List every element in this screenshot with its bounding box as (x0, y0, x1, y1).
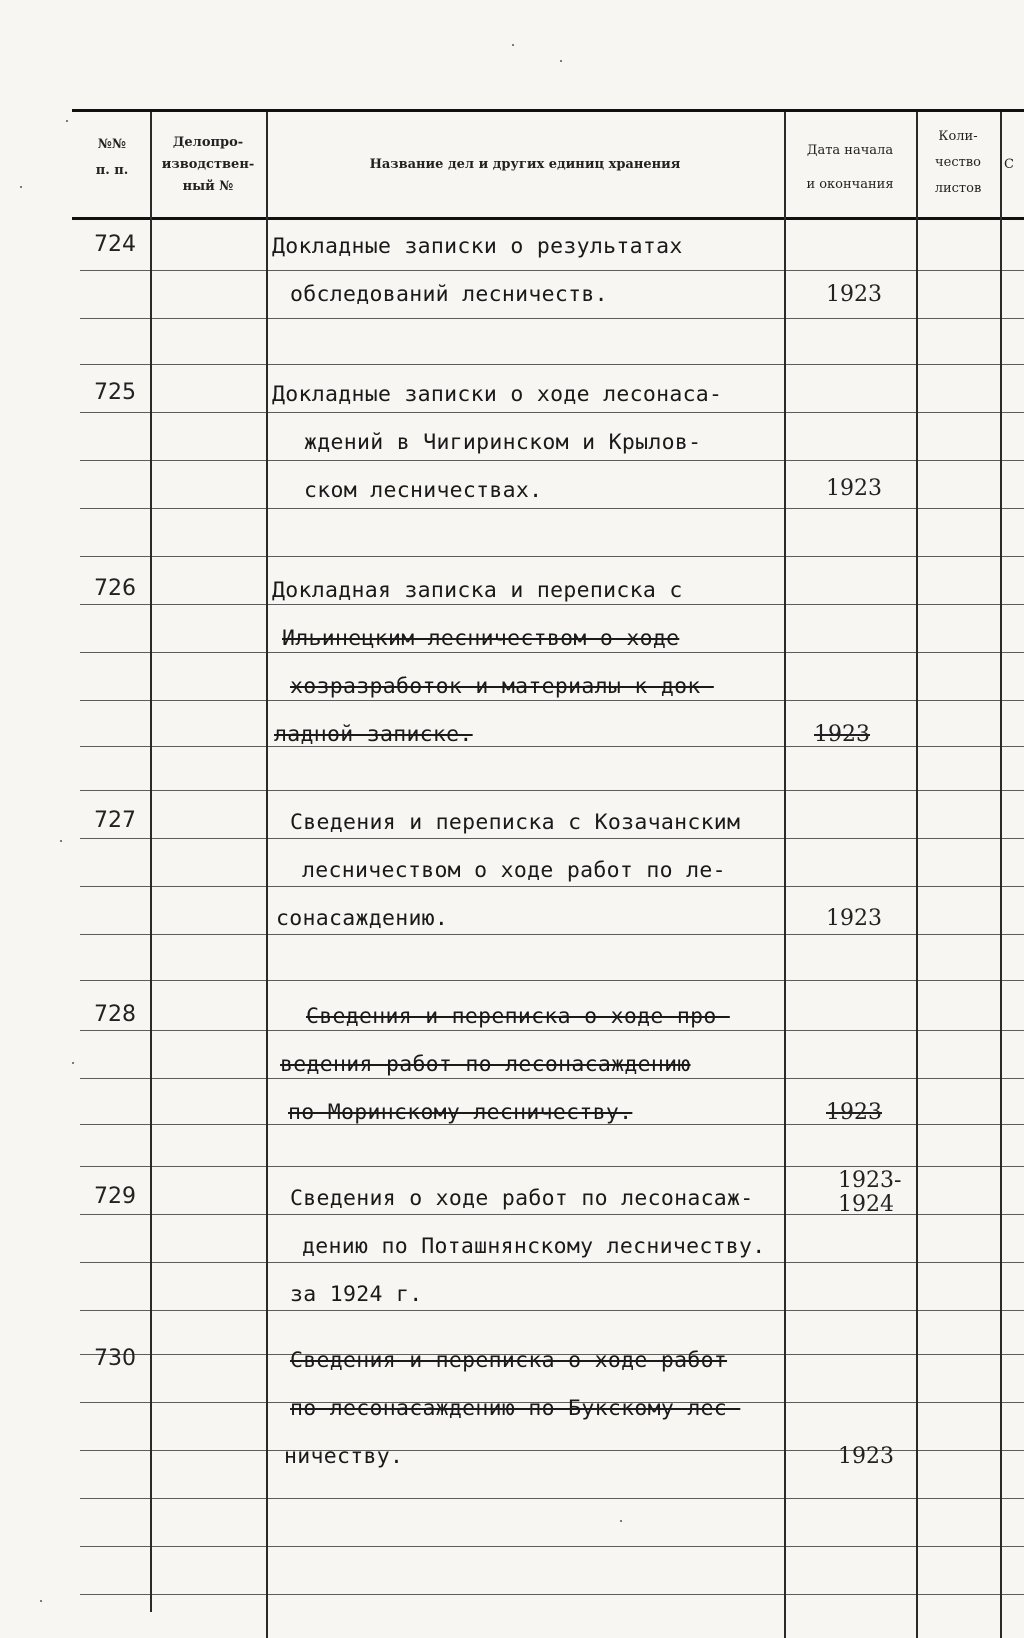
record-date: 1923 (826, 1100, 882, 1125)
scan-speck (512, 44, 514, 46)
record-title-line: за 1924 г. (290, 1282, 423, 1307)
record-title-line: сонасаждению. (276, 906, 449, 931)
col-divider-2 (266, 112, 268, 1638)
header-sheets-label-2: чество (935, 155, 981, 170)
record-title-line: обследований лесничеств. (290, 282, 608, 307)
ruled-line (80, 412, 1024, 413)
ruled-line (80, 1498, 1024, 1499)
record-number: 728 (94, 1002, 136, 1027)
record-title-line: ладной записке. (274, 722, 473, 747)
col-divider-5 (1000, 112, 1002, 1638)
scan-speck (66, 120, 68, 122)
record-title-line: ском лесничествах. (304, 478, 543, 503)
record-date-end: 1924 (838, 1192, 894, 1217)
header-sheets-column (918, 124, 998, 202)
record-title-line: Сведения и переписка о ходе работ (290, 1348, 728, 1373)
scan-speck (560, 60, 562, 62)
header-note-column (1004, 152, 1024, 178)
ruled-line (80, 790, 1024, 791)
header-dates-label-1: Дата начала (806, 143, 894, 158)
record-date: 1923 (814, 722, 870, 747)
header-office-number-column (152, 132, 264, 198)
ruled-line (80, 746, 1024, 747)
ruled-line (80, 886, 1024, 887)
header-number-label-2: п. п. (95, 163, 129, 178)
ruled-line (80, 1310, 1024, 1311)
record-title-line: по лесонасаждению по Букскому лес- (290, 1396, 741, 1421)
header-title-label: Название дел и других единиц хранения (369, 157, 681, 172)
record-title-line: Докладные записки о ходе лесонаса- (272, 382, 723, 407)
ruled-line (80, 556, 1024, 557)
ruled-line (80, 508, 1024, 509)
record-title-line: Докладные записки о результатах (272, 234, 683, 259)
record-number: 727 (94, 808, 136, 833)
record-number: 725 (94, 380, 136, 405)
header-number-column (76, 132, 148, 184)
col-divider-4 (916, 112, 918, 1638)
record-title-line: по Моринскому лесничеству. (288, 1100, 633, 1125)
header-office-label-3: ный № (182, 179, 234, 194)
ruled-line (80, 1262, 1024, 1263)
record-title-line: лесничеством о ходе работ по ле- (302, 858, 726, 883)
record-date-start: 1923- (838, 1168, 902, 1193)
ruled-line (80, 700, 1024, 701)
record-date: 1923 (838, 1444, 894, 1469)
record-date: 1923 (826, 282, 882, 307)
record-title-line: ничеству. (284, 1444, 404, 1469)
record-number: 730 (94, 1346, 136, 1371)
header-office-label-2: изводствен- (161, 157, 255, 172)
col-divider-3 (784, 112, 786, 1638)
ruled-line (80, 1546, 1024, 1547)
record-title-line: Ильинецким лесничеством о ходе (282, 626, 680, 651)
ruled-line (80, 838, 1024, 839)
header-title-column (268, 152, 782, 178)
header-dates-column (786, 134, 914, 202)
record-number: 724 (94, 232, 136, 257)
header-bottom-rule (72, 217, 1024, 220)
record-title-line: дению по Поташнянскому лесничеству. (302, 1234, 766, 1259)
header-note-label: С (1004, 157, 1014, 172)
record-title-line: ждений в Чигиринском и Крылов- (304, 430, 702, 455)
ruled-line (80, 318, 1024, 319)
record-date: 1923 (826, 906, 882, 931)
ruled-line (80, 1166, 1024, 1167)
ruled-line (80, 1030, 1024, 1031)
record-number: 729 (94, 1184, 136, 1209)
header-dates-label-2: и окончания (806, 177, 894, 192)
ruled-line (80, 1594, 1024, 1595)
record-title-line: Сведения и переписка с Козачанским (290, 810, 741, 835)
header-number-label-1: №№ (97, 137, 127, 152)
ruled-line (80, 934, 1024, 935)
scan-speck (20, 186, 22, 188)
ruled-line (80, 980, 1024, 981)
ruled-line (80, 1078, 1024, 1079)
col-divider-1 (150, 112, 152, 1612)
ruled-line (80, 270, 1024, 271)
table-top-rule (72, 109, 1024, 112)
scan-speck (40, 1600, 42, 1602)
ruled-line (80, 460, 1024, 461)
scan-speck (72, 1062, 74, 1064)
record-title-line: Сведения и переписка о ходе про- (306, 1004, 730, 1029)
record-date: 1923 (826, 476, 882, 501)
scan-speck (620, 1520, 622, 1522)
ruled-line (80, 652, 1024, 653)
scan-speck (60, 840, 62, 842)
record-title-line: Докладная записка и переписка с (272, 578, 683, 603)
ruled-line (80, 604, 1024, 605)
header-sheets-label-1: Коли- (938, 129, 978, 144)
header-office-label-1: Делопро- (172, 135, 244, 150)
record-title-line: ведения работ по лесонасаждению (280, 1052, 691, 1077)
record-number: 726 (94, 576, 136, 601)
header-sheets-label-3: листов (934, 181, 982, 196)
record-title-line: хозразработок и материалы к док- (290, 674, 714, 699)
record-title-line: Сведения о ходе работ по лесонасаж- (290, 1186, 754, 1211)
ruled-line (80, 364, 1024, 365)
